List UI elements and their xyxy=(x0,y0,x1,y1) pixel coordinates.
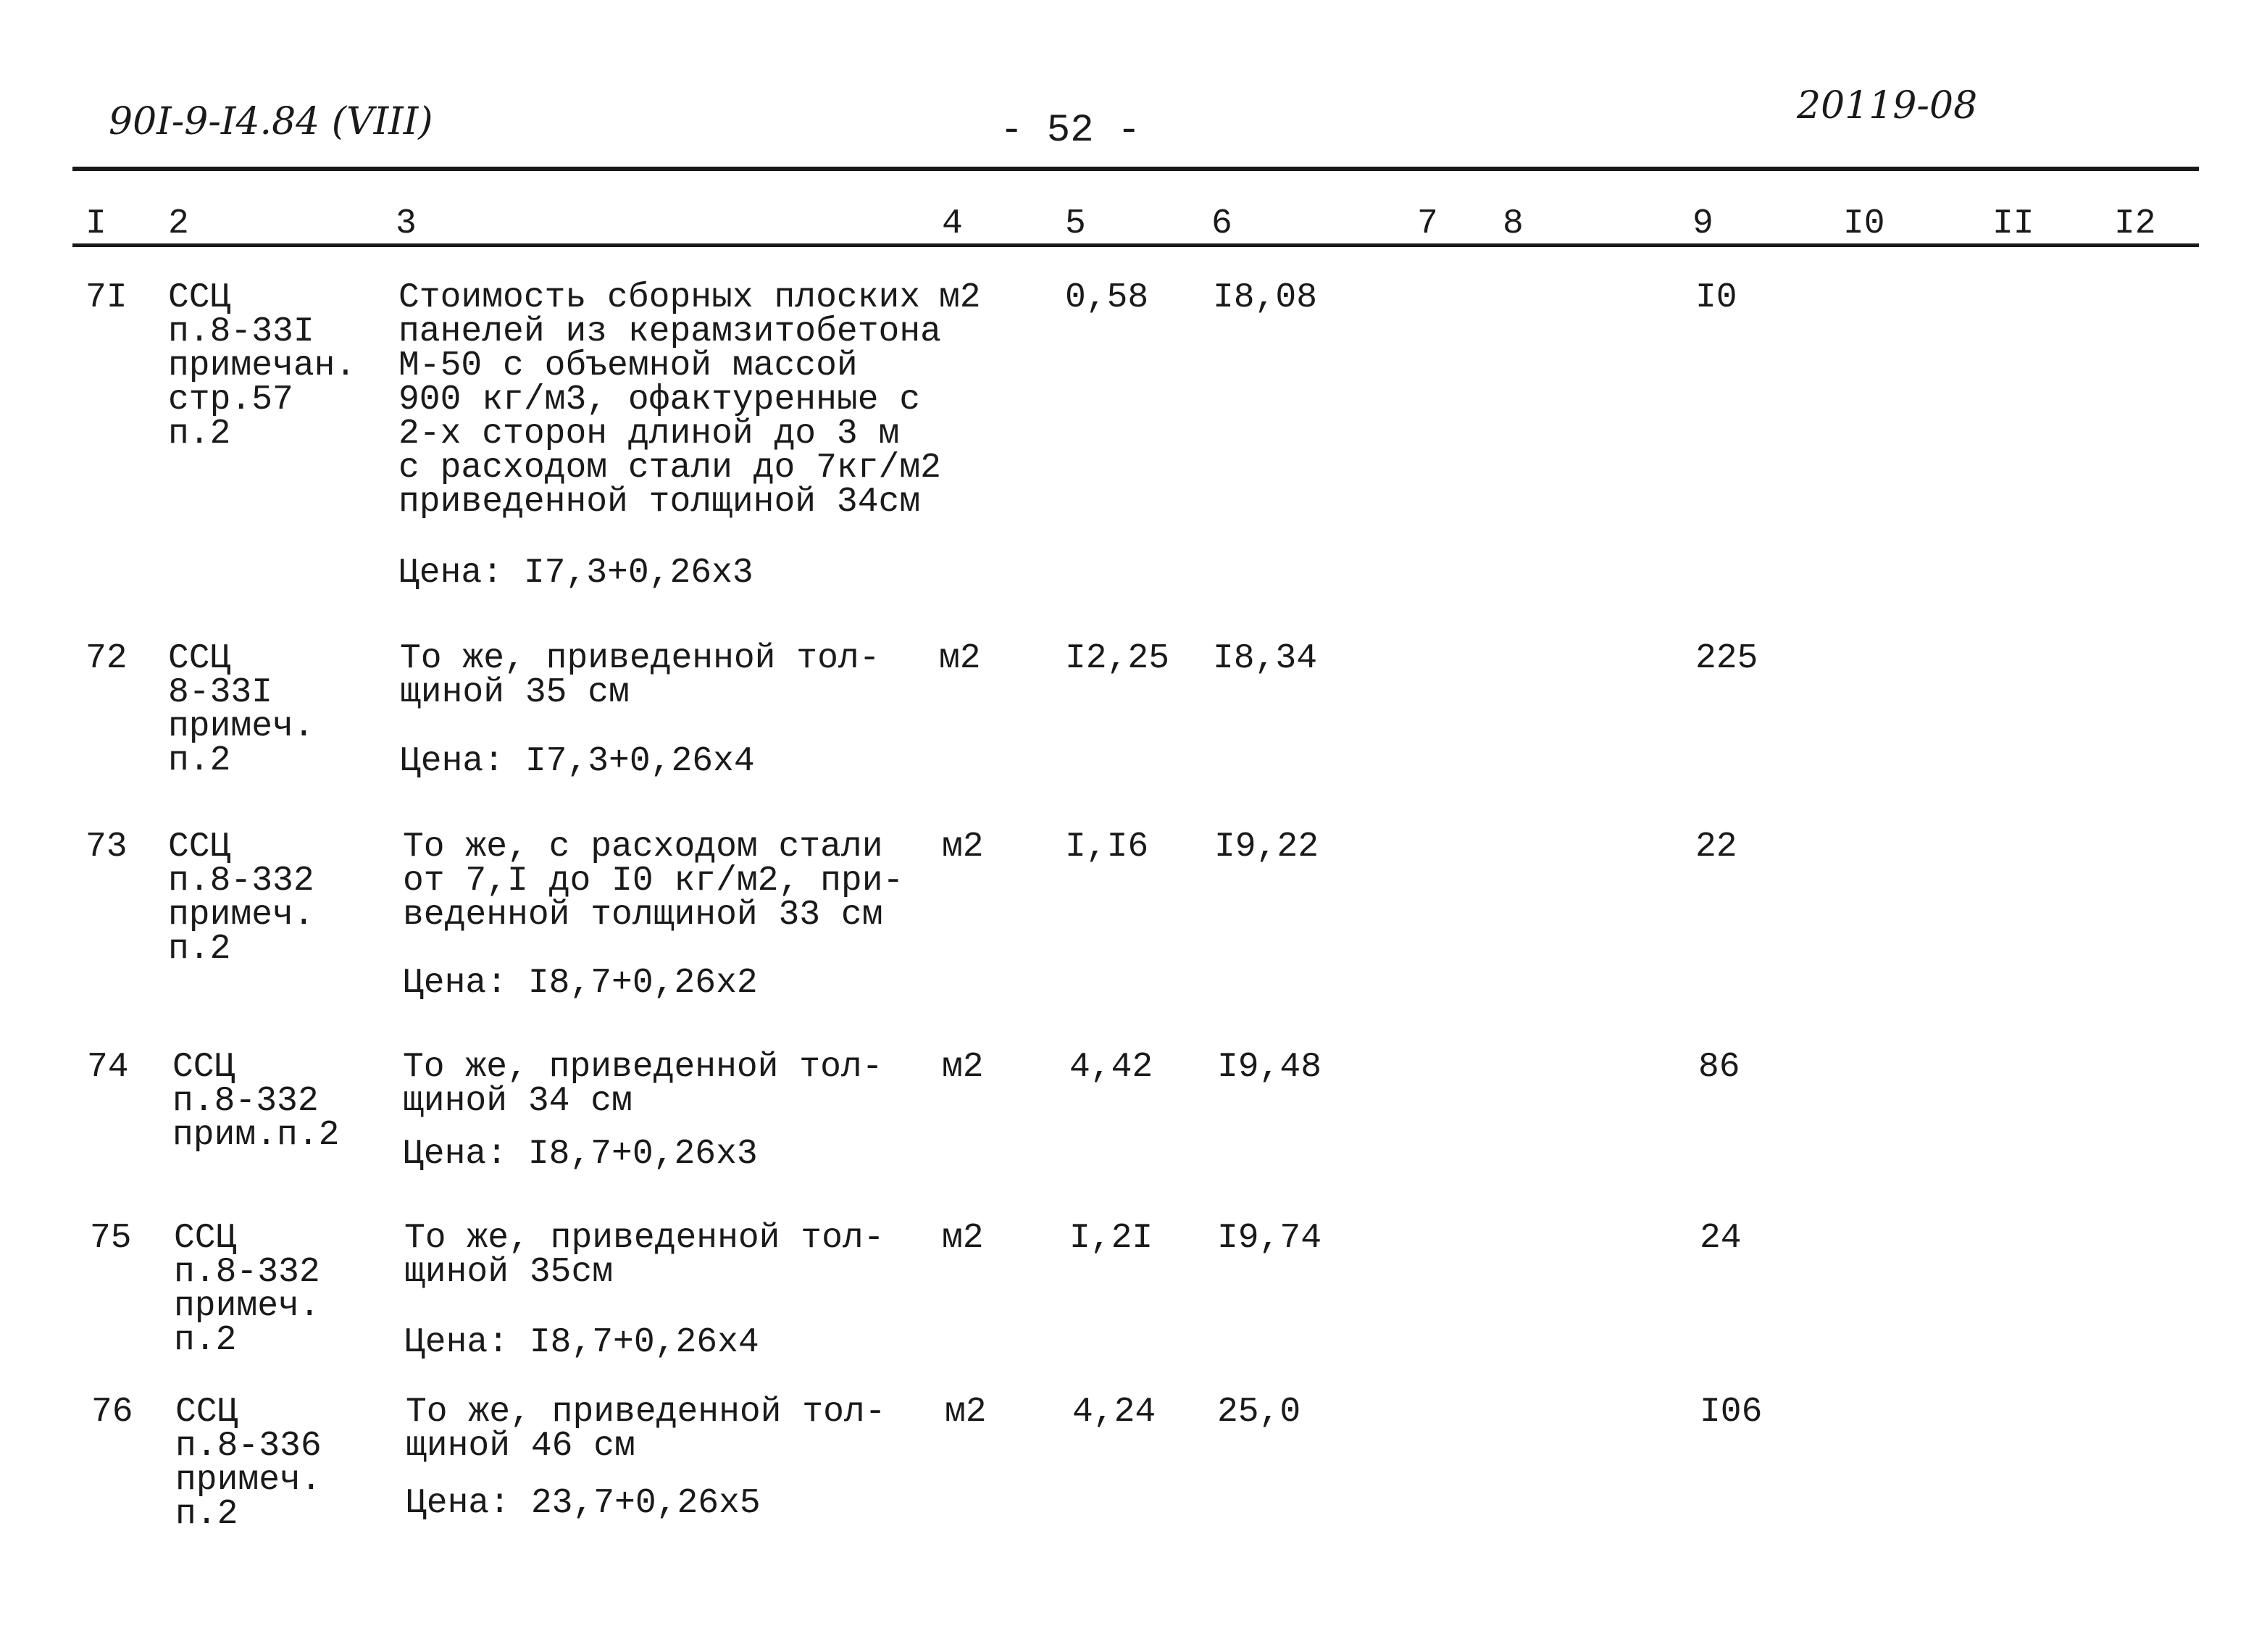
total-cost: 86 xyxy=(1698,1048,1740,1087)
unit: м2 xyxy=(942,827,984,867)
total-cost: 22 xyxy=(1695,827,1737,867)
total-cost: I0 xyxy=(1695,278,1737,317)
quantity: 4,24 xyxy=(1072,1393,1156,1432)
column-header: I xyxy=(85,204,107,243)
column-header: 4 xyxy=(942,204,963,243)
item-description: То же, приведенной тол- щиной 34 см xyxy=(403,1048,883,1121)
price-reference: ССЦ п.8-332 примеч. п.2 xyxy=(174,1219,320,1360)
quantity: I,I6 xyxy=(1065,827,1149,867)
unit-cost: I8,34 xyxy=(1213,639,1318,678)
quantity: 4,42 xyxy=(1069,1048,1153,1087)
column-header: 7 xyxy=(1417,204,1438,243)
total-cost: I06 xyxy=(1700,1393,1763,1432)
column-header: 8 xyxy=(1503,204,1524,243)
total-cost: 24 xyxy=(1700,1219,1742,1258)
row-number: 75 xyxy=(90,1219,132,1258)
unit-cost: I9,22 xyxy=(1214,827,1319,867)
price-reference: ССЦ п.8-33I примечан. стр.57 п.2 xyxy=(168,278,356,454)
unit: м2 xyxy=(942,1219,984,1258)
price-reference: ССЦ 8-33I примеч. п.2 xyxy=(168,639,314,780)
unit: м2 xyxy=(942,1048,984,1087)
price-formula: Цена: I7,3+0,26x4 xyxy=(400,742,755,781)
price-formula: Цена: I8,7+0,26x4 xyxy=(404,1323,759,1362)
header-rule xyxy=(72,167,2199,171)
total-cost: 225 xyxy=(1695,639,1758,678)
row-number: 72 xyxy=(85,639,128,678)
price-reference: ССЦ п.8-332 прим.п.2 xyxy=(172,1048,340,1155)
inventory-number: 20119-08 xyxy=(1797,84,1978,128)
column-header: 3 xyxy=(396,204,417,243)
page-number: - 52 - xyxy=(1000,109,1141,153)
item-description: То же, приведенной тол- щиной 35 см xyxy=(400,639,880,712)
price-reference: ССЦ п.8-336 примеч. п.2 xyxy=(175,1393,322,1534)
price-formula: Цена: I7,3+0,26x3 xyxy=(398,554,753,593)
column-header: 9 xyxy=(1692,204,1713,243)
row-number: 76 xyxy=(91,1393,133,1432)
unit-cost: I9,48 xyxy=(1217,1048,1322,1087)
row-number: 7I xyxy=(85,278,128,317)
column-header: 5 xyxy=(1065,204,1086,243)
column-header: I2 xyxy=(2114,204,2156,243)
item-description: То же, приведенной тол- щиной 35см xyxy=(404,1219,885,1292)
price-reference: ССЦ п.8-332 примеч. п.2 xyxy=(168,827,314,969)
price-formula: Цена: I8,7+0,26x3 xyxy=(403,1135,758,1174)
price-formula: Цена: 23,7+0,26x5 xyxy=(406,1484,761,1523)
column-header: I0 xyxy=(1843,204,1885,243)
unit-cost: I9,74 xyxy=(1217,1219,1322,1258)
item-description: То же, приведенной тол- щиной 46 см xyxy=(406,1393,886,1466)
unit: м2 xyxy=(945,1393,987,1432)
price-formula: Цена: I8,7+0,26x2 xyxy=(403,964,758,1003)
quantity: I,2I xyxy=(1069,1219,1153,1258)
item-description: Стоимость сборных плоских панелей из керамзитобетона М-50 с объемной массой 900 кг/м3, офактуренные с 2-х сторон длиной до 3 м с расходом стали до 7кг/м2 приведенной толщиной 34см xyxy=(398,278,941,522)
unit-cost: I8,08 xyxy=(1213,278,1318,317)
row-number: 74 xyxy=(87,1048,129,1087)
column-header: 6 xyxy=(1211,204,1232,243)
quantity: I2,25 xyxy=(1065,639,1170,678)
unit: м2 xyxy=(939,639,981,678)
unit-cost: 25,0 xyxy=(1217,1393,1301,1432)
quantity: 0,58 xyxy=(1065,278,1149,317)
column-header: II xyxy=(1992,204,2034,243)
unit: м2 xyxy=(939,278,981,317)
item-description: То же, с расходом стали от 7,I до I0 кг/м2, при- веденной толщиной 33 см xyxy=(403,827,904,935)
column-header: 2 xyxy=(168,204,189,243)
column-header-rule xyxy=(72,243,2199,247)
row-number: 73 xyxy=(85,827,128,867)
document-code: 90I-9-I4.84 (VIII) xyxy=(109,100,433,143)
